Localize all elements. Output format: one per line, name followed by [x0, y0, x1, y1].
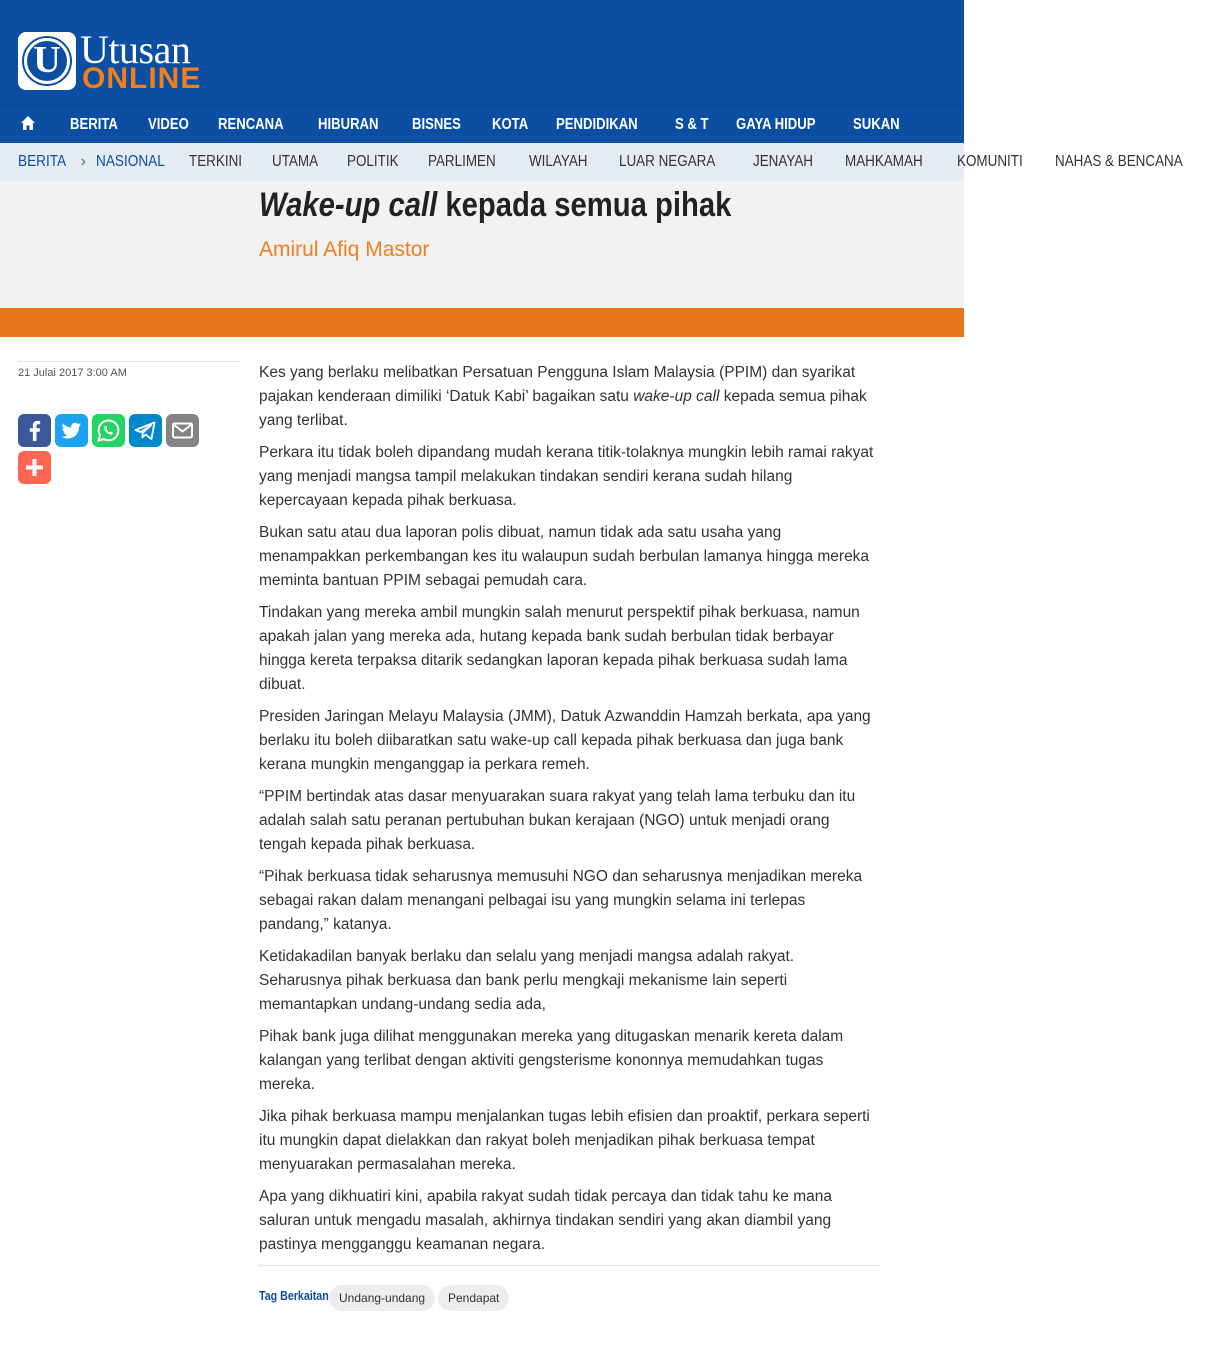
subnav-item-parlimen[interactable]: PARLIMEN	[428, 153, 497, 170]
email-icon	[166, 414, 199, 447]
site-logo[interactable]	[18, 27, 218, 95]
article-title	[259, 186, 731, 225]
home-icon	[20, 115, 36, 131]
article-author[interactable]: Amirul Afiq Mastor	[259, 238, 430, 261]
nav-item-sukan[interactable]: SUKAN	[853, 116, 900, 133]
article-paragraph: Kes yang berlaku melibatkan Persatuan Pengguna Islam Malaysia (PPIM) dan syarikat pajakan kenderaan dimiliki ‘Datuk Kabi’ bagaikan satu wake-up call kepada semua pihak yang terlibat.	[259, 364, 867, 429]
sub-navigation	[0, 143, 1184, 181]
facebook-share-button[interactable]	[18, 414, 51, 447]
related-tags	[259, 1265, 879, 1325]
accent-bar	[0, 308, 964, 337]
facebook-icon	[18, 414, 51, 447]
twitter-share-button[interactable]	[55, 414, 88, 447]
article-paragraph: “PPIM bertindak atas dasar menyuarakan suara rakyat yang telah lama terbuku dan itu adalah salah satu peranan pertubuhan bukan kerajaan (NGO) untuk menjadi orang tengah kepada pihak berkuasa.	[259, 788, 856, 853]
breadcrumb	[18, 143, 177, 181]
article-paragraph: Tindakan yang mereka ambil mungkin salah menurut perspektif pihak berkuasa, namun apakah jalan yang mereka ada, hutang kepada bank sudah berbulan tidak berbayar hingga kereta terpaksa ditarik sedangkan laporan kepada pihak berkuasa sudah lama dibuat.	[259, 604, 860, 693]
article-date: 21 Julai 2017 3:00 AM	[18, 361, 239, 379]
article-title-italic: Wake-up call	[259, 186, 438, 224]
more-share-icon	[18, 451, 51, 484]
nav-item-bisnes[interactable]: BISNES	[411, 116, 461, 133]
nav-item-video[interactable]: VIDEO	[148, 116, 190, 133]
article-paragraph: Jika pihak berkuasa mampu menjalankan tugas lebih efisien dan proaktif, perkara seperti itu mungkin dapat dielakkan dan rakyat boleh menjadikan pihak berkuasa tempat menyuarakan permasalahan mereka.	[259, 1108, 870, 1173]
subnav-item-komuniti[interactable]: KOMUNITI	[957, 153, 1023, 170]
related-tags-label: Tag Berkaitan	[259, 1288, 329, 1303]
whatsapp-icon	[92, 414, 125, 447]
breadcrumb-section[interactable]: BERITA	[18, 153, 67, 170]
nav-item-gaya-hidup[interactable]: GAYA HIDUP	[736, 116, 816, 133]
article-paragraph: Presiden Jaringan Melayu Malaysia (JMM), Datuk Azwanddin Hamzah berkata, apa yang berlaku itu boleh diibaratkan satu wake-up call kepada pihak berkuasa dan juga bank kerana mungkin menganggap ia perkara remeh.	[259, 708, 871, 773]
tag-pendapat[interactable]: Pendapat	[438, 1285, 509, 1311]
nav-item-rencana[interactable]: RENCANA	[218, 116, 284, 133]
article-body	[259, 361, 879, 1265]
article-paragraph: Apa yang dikhuatiri kini, apabila rakyat sudah tidak percaya dan tidak tahu ke mana saluran untuk mengadu masalah, akhirnya tindakan sendiri yang akan diambil yang pastinya mengganggu keamanan negara.	[259, 1188, 832, 1253]
home-link[interactable]	[20, 115, 52, 136]
subnav-item-jenayah[interactable]: JENAYAH	[753, 153, 814, 170]
article-title-rest: kepada semua pihak	[437, 186, 732, 224]
subsection-list	[189, 143, 1227, 181]
nav-item-berita[interactable]: BERITA	[70, 116, 118, 133]
tag-undang-undang[interactable]: Undang-undang	[329, 1285, 435, 1311]
logo-badge	[18, 32, 76, 90]
whatsapp-share-button[interactable]	[92, 414, 125, 447]
logo-letter: U	[33, 39, 61, 81]
site-header	[0, 0, 964, 105]
subnav-item-politik[interactable]: POLITIK	[346, 153, 399, 170]
telegram-share-button[interactable]	[129, 414, 162, 447]
subnav-item-luar-negara[interactable]: LUAR NEGARA	[618, 153, 715, 170]
nav-item-sains-teknologi[interactable]: S & T	[675, 116, 709, 133]
subnav-item-utama[interactable]: UTAMA	[272, 153, 319, 170]
nav-item-kota[interactable]: KOTA	[491, 116, 528, 133]
subnav-item-nahas-bencana[interactable]: NAHAS & BENCANA	[1055, 153, 1184, 170]
article-meta	[18, 361, 239, 379]
logo-wordmark-online: ONLINE	[82, 62, 202, 95]
nav-item-pendidikan[interactable]: PENDIDIKAN	[555, 116, 638, 133]
email-share-button[interactable]	[166, 414, 199, 447]
subnav-item-terkini[interactable]: TERKINI	[189, 153, 243, 170]
twitter-icon	[55, 414, 88, 447]
article-paragraph: “Pihak berkuasa tidak seharusnya memusuhi NGO dan seharusnya menjadikan mereka sebagai rakan dalam menangani pelbagai isu yang mungkin selama ini terlepas pandang,” katanya.	[259, 868, 863, 933]
telegram-icon	[129, 414, 162, 447]
subnav-item-wilayah[interactable]: WILAYAH	[528, 153, 588, 170]
article-paragraph: Bukan satu atau dua laporan polis dibuat, namun tidak ada satu usaha yang menampakkan perkembangan kes itu walaupun sudah berbulan lamanya hingga mereka meminta bantuan PPIM sebagai pemudah cara.	[259, 524, 870, 589]
article-paragraph: Perkara itu tidak boleh dipandang mudah kerana titik-tolaknya mungkin lebih ramai rakyat yang menjadi mangsa tampil melakukan tindakan sendiri kerana sudah hilang kepercayaan kepada pihak berkuasa.	[259, 444, 874, 509]
article-paragraph: Ketidakadilan banyak berlaku dan selalu yang menjadi mangsa adalah rakyat. Seharusnya pihak berkuasa dan bank perlu mengkaji mekanisme lain seperti memantapkan undang-undang sedia ada,	[259, 948, 795, 1013]
subnav-item-mahkamah[interactable]: MAHKAMAH	[844, 153, 923, 170]
more-share-button[interactable]	[18, 451, 51, 484]
breadcrumb-subsection[interactable]: NASIONAL	[95, 153, 165, 170]
main-navigation	[0, 105, 964, 143]
chevron-right-icon: ›	[80, 153, 86, 170]
nav-item-hiburan[interactable]: HIBURAN	[318, 116, 379, 133]
logo-wordmark-utusan: Utusan	[80, 27, 191, 72]
article-paragraph: Pihak bank juga dilihat menggunakan mereka yang ditugaskan menarik kereta dalam kalangan yang terlibat dengan aktiviti gengsterisme kononnya memudahkan tugas mereka.	[259, 1028, 844, 1093]
